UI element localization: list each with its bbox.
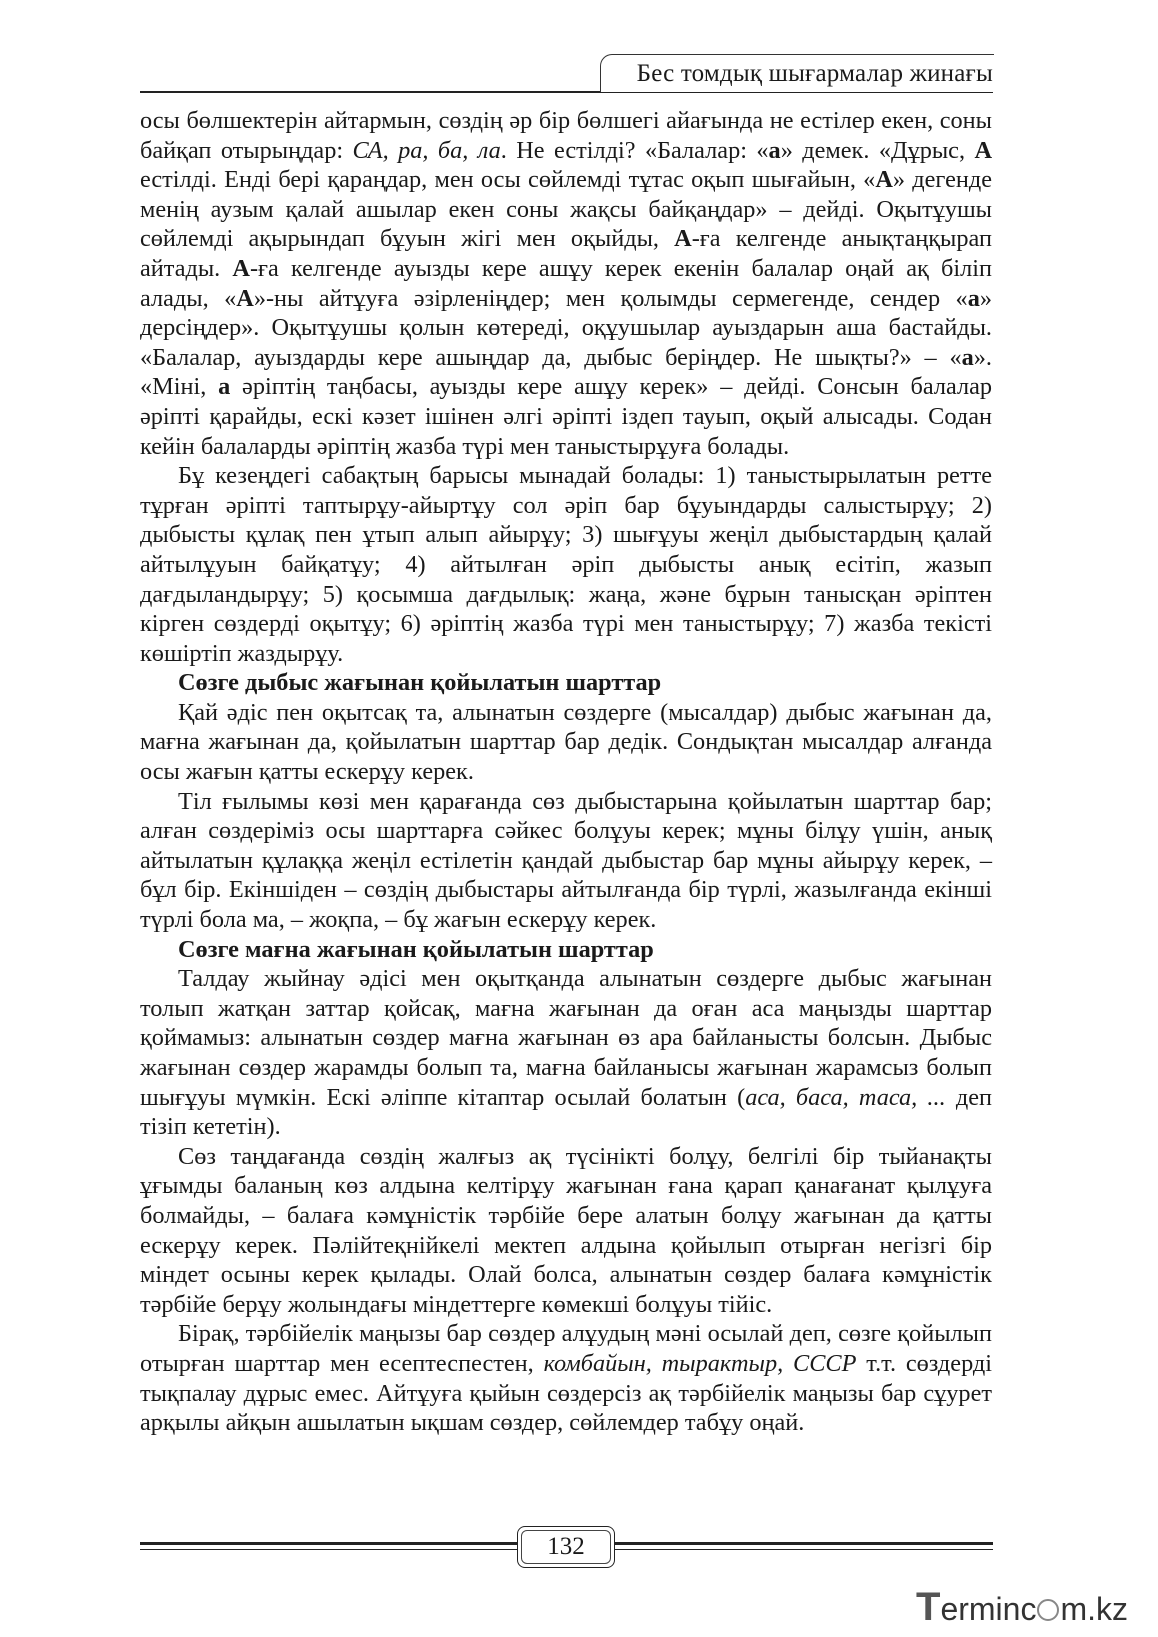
paragraph-7: Бірақ, тәрбійелік маңызы бар сөздер алұудың мәні осылай деп, сөзге қойылып отырған шарттар мен есептеспестен, комбайын, тырактыр, СССР т.т. сөздерді тықпалау дұрыс емес. Айтұуға қыйын сөздерсіз ақ тәрбійелік маңызы бар сұурет арқылы айқын ашылатын ықшам сөздер, сөйлемдер табұу оңай. [140, 1320, 993, 1437]
bold-run: А [875, 166, 893, 194]
bold-run: А [674, 225, 692, 253]
page-number-box [517, 1526, 615, 1568]
bold-run: А [236, 284, 254, 312]
watermark-text-2: m.kz [1060, 1591, 1128, 1627]
bold-run: а [768, 136, 781, 164]
paragraph-1: осы бөлшектерін айтармын, сөздің әр бір бөлшегі айағында не естілер екен, соны байқап отырыңдар: СА, ра, ба, ла. Не естілді? «Балалар: «а» демек. «Дұрыс, А естілді. Енді бері қараңдар, мен осы сөйлемді тұтас оқып шығайын, «А» дегенде менің аузым қалай ашылар екен соны жақсы байқаңдар» – дейді. Оқытұушы сөйлемді ақырындап бұуын жігі мен оқыйды, А-ға келгенде анықтаңқырап айтады. А-ға келгенде ауызды кере ашұу керек екенін балалар оңай ақ біліп алады, «А»-ны айтұуға әзірленіңдер; мен қолымды сермегенде, сендер «а» дерсіңдер». Оқытұушы қолын көтереді, оқұушылар ауыздарын аша бастайды. «Балалар, ауыздарды кере ашыңдар да, дыбыс беріңдер. Не шықты?» – «а». «Міні, а әріптің таңбасы, ауызды кере ашұу керек» – дейді. Сонсын балалар әріпті қарайды, ескі кәзет ішінен әлгі әріпті іздеп тауып, оқый алысады. Содан кейін балаларды әріптің жазба түрі мен таныстырұуға болады. [140, 107, 993, 460]
running-header-title: Бес томдық шығармалар жинағы [636, 60, 993, 87]
bold-run: А [974, 136, 992, 164]
bold-run: а [218, 373, 231, 401]
watermark-letter-t: T [916, 1585, 941, 1629]
italic-run: аса, баса, таса, ... [745, 1083, 946, 1111]
page-number: 132 [547, 1533, 585, 1560]
page-text [140, 106, 992, 1438]
paragraph-4: Тіл ғылымы көзі мен қарағанда сөз дыбыстарына қойылатын шарттар бар; алған сөздеріміз осы шарттарға сәйкес болұуы керек; мұны білұу үшін, анық айтылатын құлаққа жеңіл естілетін қандай дыбыстар бар мұны айырұу керек, – бұл бір. Екіншіден – сөздің дыбыстары айтылғанда бір түрлі, жазылғанда екінші түрлі бола ма, – жоқпа, – бұ жағын ескерұу керек. [140, 787, 992, 934]
watermark-text-1: erminc [940, 1591, 1037, 1627]
bold-run: а [961, 343, 974, 371]
paragraph-6: Сөз таңдағанда сөздің жалғыз ақ түсінікті болұу, белгілі бір тыйанақты ұғымды баланың көз алдына келтірұу жағынан ғана қарап қанағанат қылұуға болмайды, – балаға кәмұністік тәрбійе бере алатын болұу жағынан да қатты ескерұу керек. Пәлійтеқнійкелі мектеп алдына қойылып отырған негізгі бір міндет осыны керек қылады. Олай болса, алынатын сөздер балаға кәмұністік тәрбійе берұу жолындағы міндеттерге көмекші болұуы тійіс. [140, 1142, 992, 1318]
bold-run: а [967, 284, 980, 312]
magnifier-icon [1037, 1599, 1059, 1621]
page-footer [140, 1530, 993, 1570]
italic-run: комбайын, тырактыр, СССР [543, 1349, 857, 1377]
section-heading-sound: Сөзге дыбыс жағынан қойылатын шарттар [178, 669, 662, 697]
section-heading-meaning: Сөзге мағна жағынан қойылатын шарттар [178, 935, 654, 963]
paragraph-2: Бұ кезеңдегі сабақтың барысы мынадай болады: 1) таныстырылатын ретте тұрған әріпті таптырұу-айыртұу сол әріп бар бұуындарды салыстырұу; 2) дыбысты құлақ пен ұтып алып айырұу; 3) шығұуы жеңіл дыбыстардың қалай айтылұуын байқатұу; 4) айтылған әріп дыбысты анық есітіп, жазып дағдыландырұу; 5) қосымша дағдылық: жаңа, және бұрын танысқан әріптен кірген сөздерді оқытұу; 6) әріптің жазба түрі мен таныстырұу; 7) жазба текісті көшіртіп жаздырұу. [140, 462, 992, 667]
bold-run: А [232, 254, 250, 282]
paragraph-5: Талдау жыйнау әдісі мен оқытқанда алынатын сөздерге дыбыс жағынан толып жатқан заттар қойсақ, мағна жағынан да оған аса маңызды шарттар қоймамыз: алынатын сөздер мағна жағынан өз ара байланысты болсын. Дыбыс жағынан сөздер жарамды болып та, мағна байланысы жағынан жарамсыз болып шығұуы мүмкін. Ескі әліппе кітаптар осылай болатын (аса, баса, таса, ... деп тізіп кететін). [140, 965, 992, 1141]
watermark-logo [916, 1585, 1128, 1630]
paragraph-3: Қай әдіс пен оқытсақ та, алынатын сөздерге (мысалдар) дыбыс жағынан да, мағна жағынан да, қойылатын шарттар бар дедік. Сондықтан мысалдар алғанда осы жағын қатты ескерұу керек. [140, 698, 992, 786]
italic-run: СА, ра, ба, ла [352, 136, 501, 164]
